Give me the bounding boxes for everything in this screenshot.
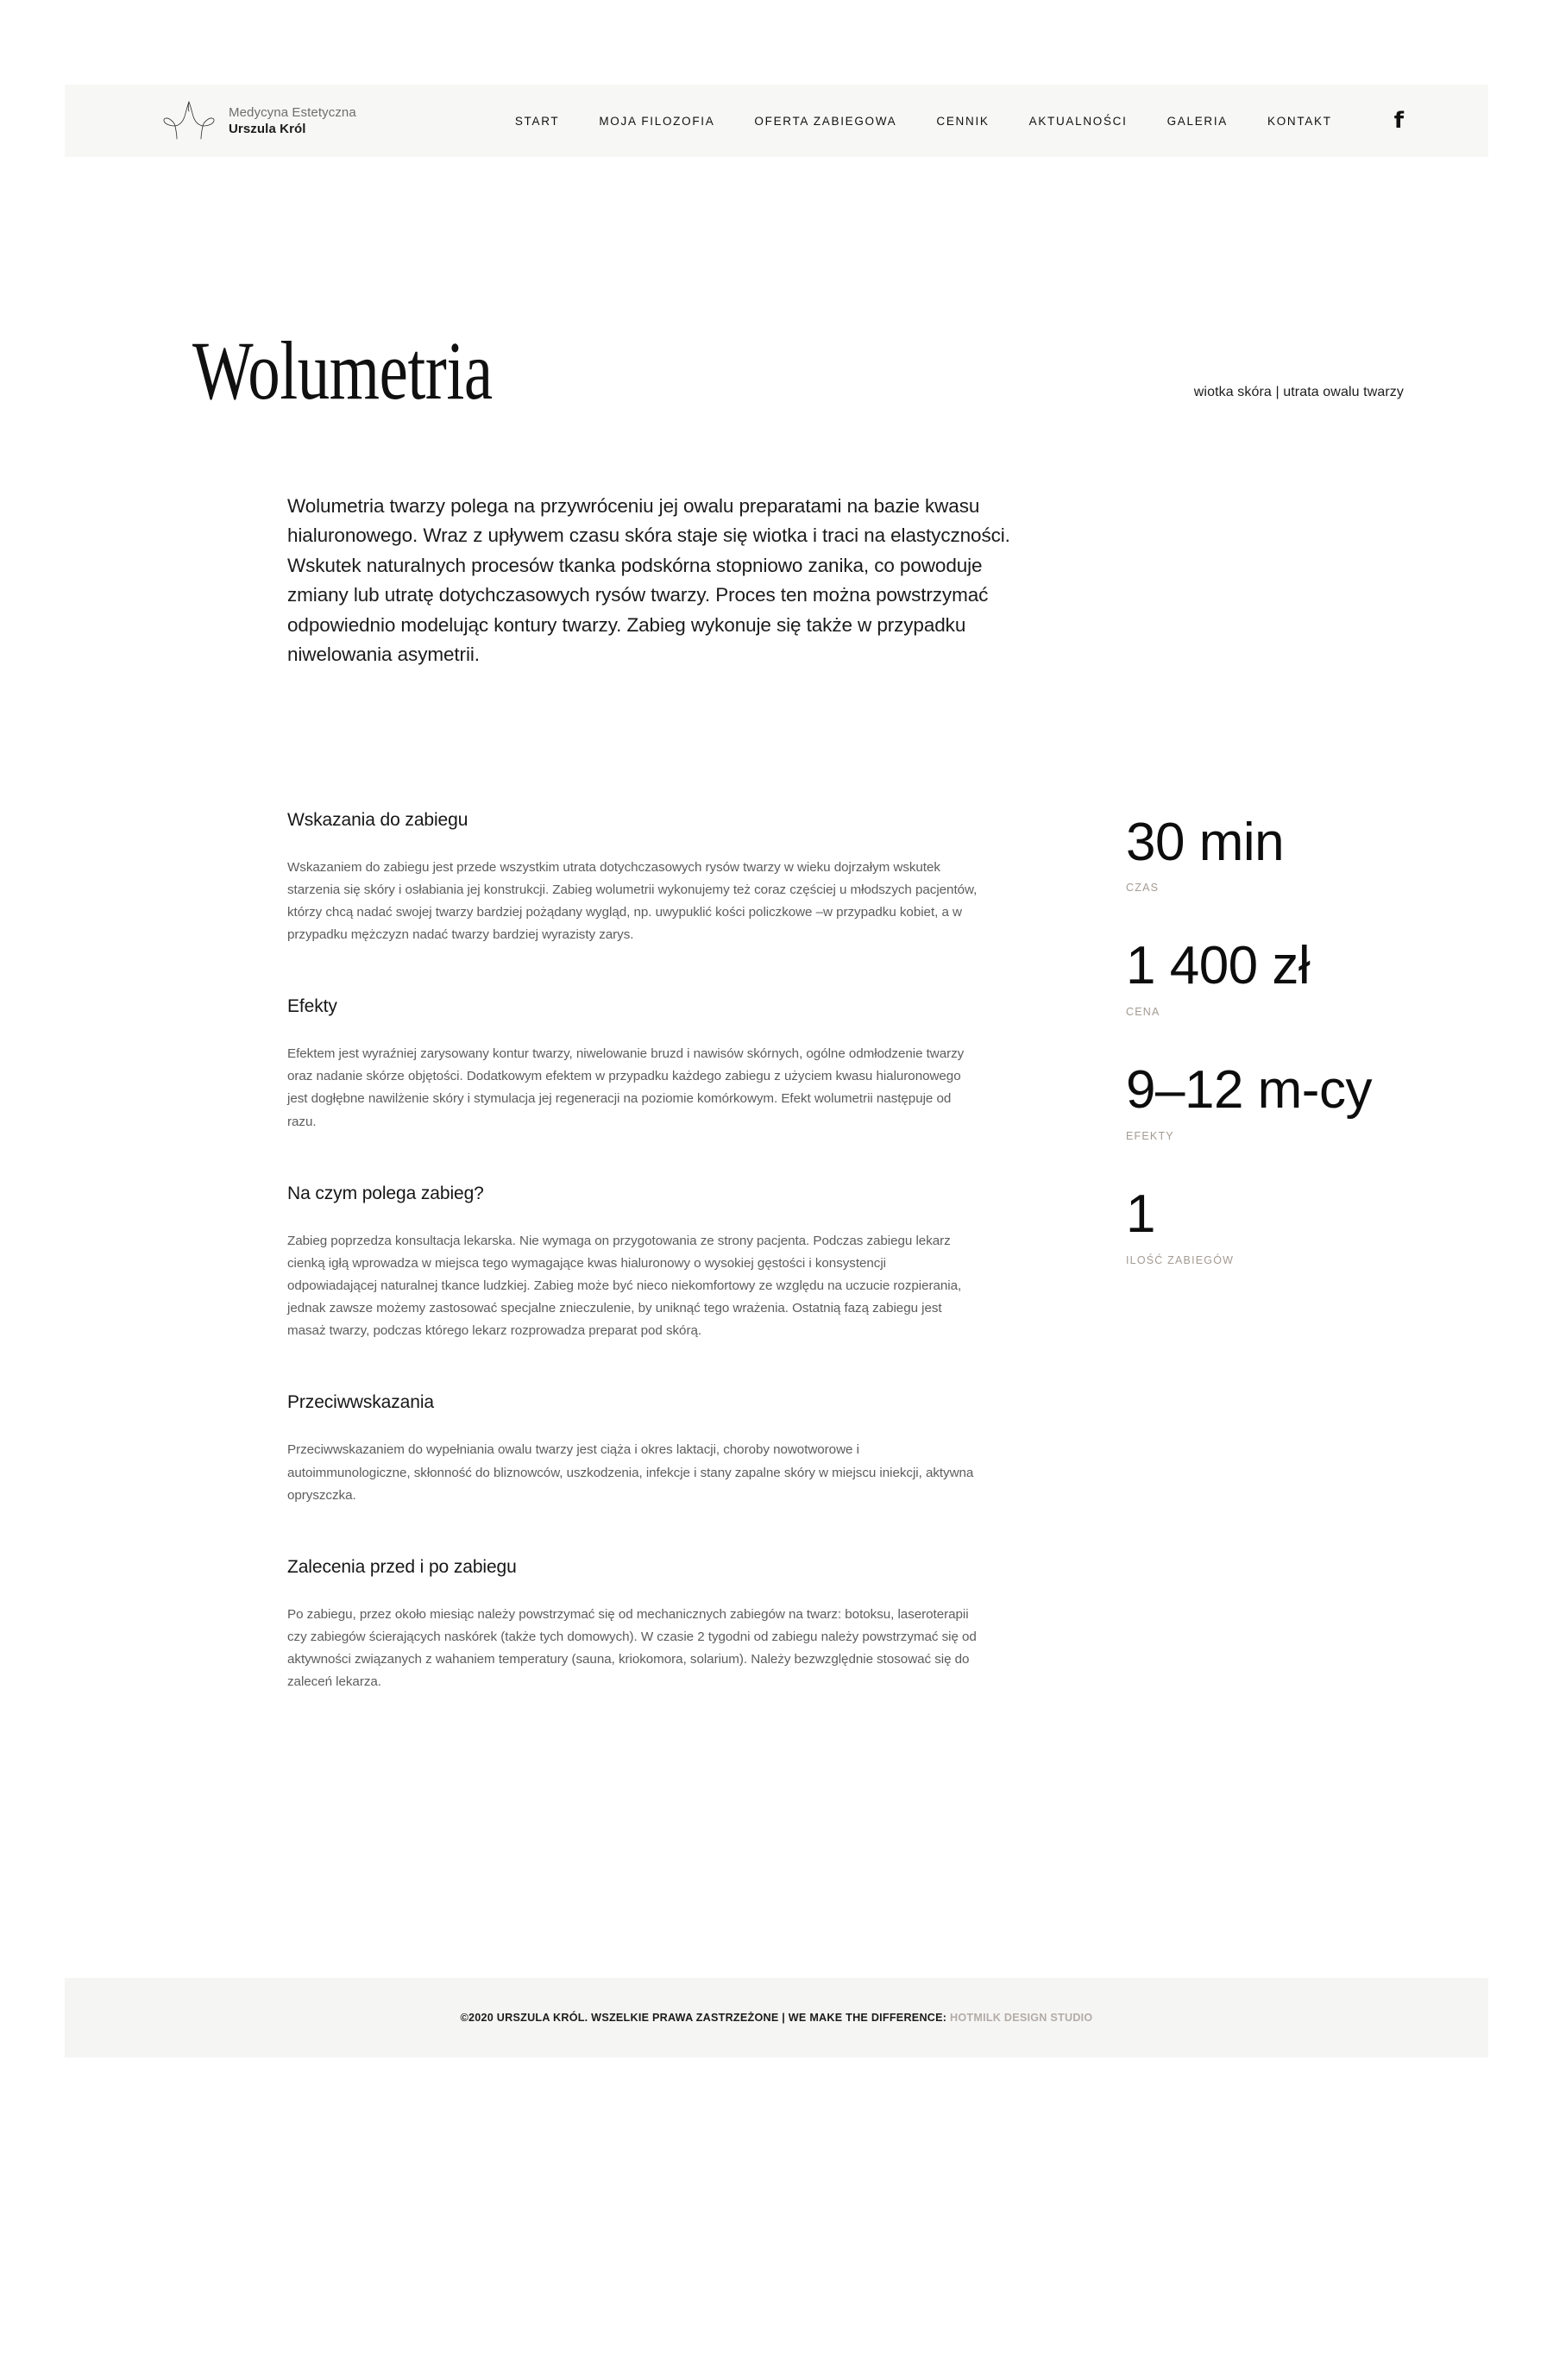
stat-label: CENA bbox=[1126, 1006, 1160, 1019]
section-title: Na czym polega zabieg? bbox=[287, 1183, 484, 1203]
stats-column bbox=[1003, 810, 1404, 1266]
section-efekty bbox=[287, 996, 1003, 1133]
brand-line-1: Medycyna Estetyczna bbox=[229, 105, 356, 121]
site-header bbox=[65, 85, 1488, 157]
facebook-icon[interactable] bbox=[1394, 110, 1404, 132]
hero-section bbox=[65, 157, 1488, 417]
stat-value: 1 bbox=[1126, 1184, 1155, 1245]
section-przeciwwskazania bbox=[287, 1392, 1003, 1506]
footer-copyright bbox=[461, 2012, 1093, 2024]
stat-label: EFEKTY bbox=[1126, 1130, 1174, 1143]
site-footer bbox=[65, 1978, 1488, 2057]
section-title: Wskazania do zabiegu bbox=[287, 809, 468, 830]
section-zalecenia bbox=[287, 1557, 1003, 1694]
intro-section bbox=[65, 412, 1488, 670]
stat-czas bbox=[1126, 812, 1404, 895]
section-body: Zabieg poprzedza konsultacja lekarska. Nie wymaga on przygotowania ze strony pacjenta. Podczas zabiegu lekarz cienką igłą wprowadza w miejsca tego wymagające kwas hialuronowy o wysokiej gęstości i konsystencji odpowiadającej naturalnej tkance ludzkiej. Zabieg może być nieco niekomfortowy ze względu na uczucie rozpierania, jednak zawsze możemy zastosować specjalne znieczulenie, by uniknąć tego wrażenia. Ostatnią fazą zabiegu jest masaż twarzy, podczas którego lekarz rozprowadza preparat pod skórą. bbox=[287, 1233, 962, 1339]
nav-item-cennik[interactable]: CENNIK bbox=[936, 114, 990, 128]
nav-item-start[interactable]: START bbox=[514, 114, 560, 128]
section-body: Przeciwwskazaniem do wypełniania owalu twarzy jest ciąża i okres laktacji, choroby nowotworowe i autoimmunologiczne, skłonność do bliznowców, uszkodzenia, infekcje i stany zapalne skóry w miejscu iniekcji, aktywna opryszczka. bbox=[287, 1442, 974, 1503]
stat-value: 30 min bbox=[1126, 812, 1285, 872]
stat-label: ILOŚĆ ZABIEGÓW bbox=[1126, 1253, 1235, 1266]
stat-cena bbox=[1126, 936, 1404, 1019]
section-body: Wskazaniem do zabiegu jest przede wszystkim utrata dotychczasowych rysów twarzy w wieku dojrzałym wskutek starzenia się skóry i osłabiania jej konstrukcji. Zabieg wolumetrii wykonujemy też coraz częściej u młodszych pacjentów, którzy chcą nadać swojej twarzy bardziej pożądany wygląd, np. uwypuklić kości policzkowe –w przypadku kobiet, a w przypadku mężczyzn nadać twarzy bardziej wyrazisty zarys. bbox=[287, 859, 978, 942]
content-grid bbox=[65, 670, 1488, 1694]
main-navigation bbox=[515, 110, 1404, 132]
antler-mark-icon bbox=[162, 99, 216, 142]
section-title: Przeciwwskazania bbox=[287, 1392, 434, 1413]
nav-item-galeria[interactable]: GALERIA bbox=[1166, 114, 1229, 128]
section-wskazania bbox=[287, 810, 1003, 947]
stat-ilosc-zabiegow bbox=[1126, 1184, 1404, 1266]
site-container bbox=[65, 85, 1488, 2220]
nav-item-moja-filozofia[interactable]: MOJA FILOZOFIA bbox=[599, 114, 715, 128]
page-title: Wolumetria bbox=[192, 324, 493, 417]
brand-text bbox=[229, 104, 356, 138]
nav-item-kontakt[interactable]: KONTAKT bbox=[1267, 114, 1332, 128]
nav-item-aktualnosci[interactable]: AKTUALNOŚCI bbox=[1028, 114, 1128, 128]
section-body: Po zabiegu, przez około miesiąc należy powstrzymać się od mechanicznych zabiegów na twarz: botoksu, laseroterapii czy zabiegów ścierających naskórek (także tych domowych). W czasie 2 tygodni od zabiegu należy powstrzymać się od aktywności związanych z wahaniem temperatury (sauna, kriokomora, solarium). Należy bezwzględnie stosować się do zaleceń lekarza. bbox=[287, 1606, 977, 1690]
footer-copyright-text: ©2020 URSZULA KRÓL. WSZELKIE PRAWA ZASTRZEŻONE | WE MAKE THE DIFFERENCE: bbox=[460, 2012, 947, 2025]
stat-efekty bbox=[1126, 1060, 1404, 1143]
brand-logo[interactable] bbox=[162, 99, 356, 142]
content-column-left bbox=[287, 810, 1003, 1694]
section-body: Efektem jest wyraźniej zarysowany kontur twarzy, niwelowanie bruzd i nawisów skórnych, ogólne odmłodzenie twarzy oraz nadanie skórze objętości. Dodatkowym efektem w przypadku każdego zabiegu z użyciem kwasu hialuronowego jest dogłębne nawilżenie skóry i stymulacja jej regeneracji na poziomie komórkowym. Efekt wolumetrii następuje od razu. bbox=[287, 1046, 965, 1129]
facebook-icon-glyph: f bbox=[1393, 108, 1404, 134]
section-title: Zalecenia przed i po zabiegu bbox=[287, 1556, 517, 1577]
stat-value: 1 400 zł bbox=[1126, 936, 1311, 996]
section-na-czym-polega bbox=[287, 1184, 1003, 1343]
intro-paragraph: Wolumetria twarzy polega na przywróceniu jej owalu preparatami na bazie kwasu hialuronowego. Wraz z upływem czasu skóra staje się wiotka i traci na elastyczności. Wskutek naturalnych procesów tkanka podskórna stopniowo zanika, co powoduje zmiany lub utratę dotychczasowych rysów twarzy. Proces ten można powstrzymać odpowiednio modelując kontury twarzy. Zabieg wykonuje się także w przypadku niwelowania asymetrii. bbox=[287, 495, 1010, 666]
nav-item-oferta-zabiegowa[interactable]: OFERTA ZABIEGOWA bbox=[754, 114, 897, 128]
brand-line-2: Urszula Król bbox=[229, 122, 306, 136]
stat-label: CZAS bbox=[1126, 882, 1160, 895]
page-subtitle: wiotka skóra | utrata owalu twarzy bbox=[1193, 385, 1404, 399]
stat-value: 9–12 m-cy bbox=[1126, 1060, 1372, 1121]
footer-credit-link[interactable]: HOTMILK DESIGN STUDIO bbox=[950, 2012, 1093, 2025]
content-spacer bbox=[65, 1693, 1488, 1978]
section-title: Efekty bbox=[287, 996, 337, 1017]
